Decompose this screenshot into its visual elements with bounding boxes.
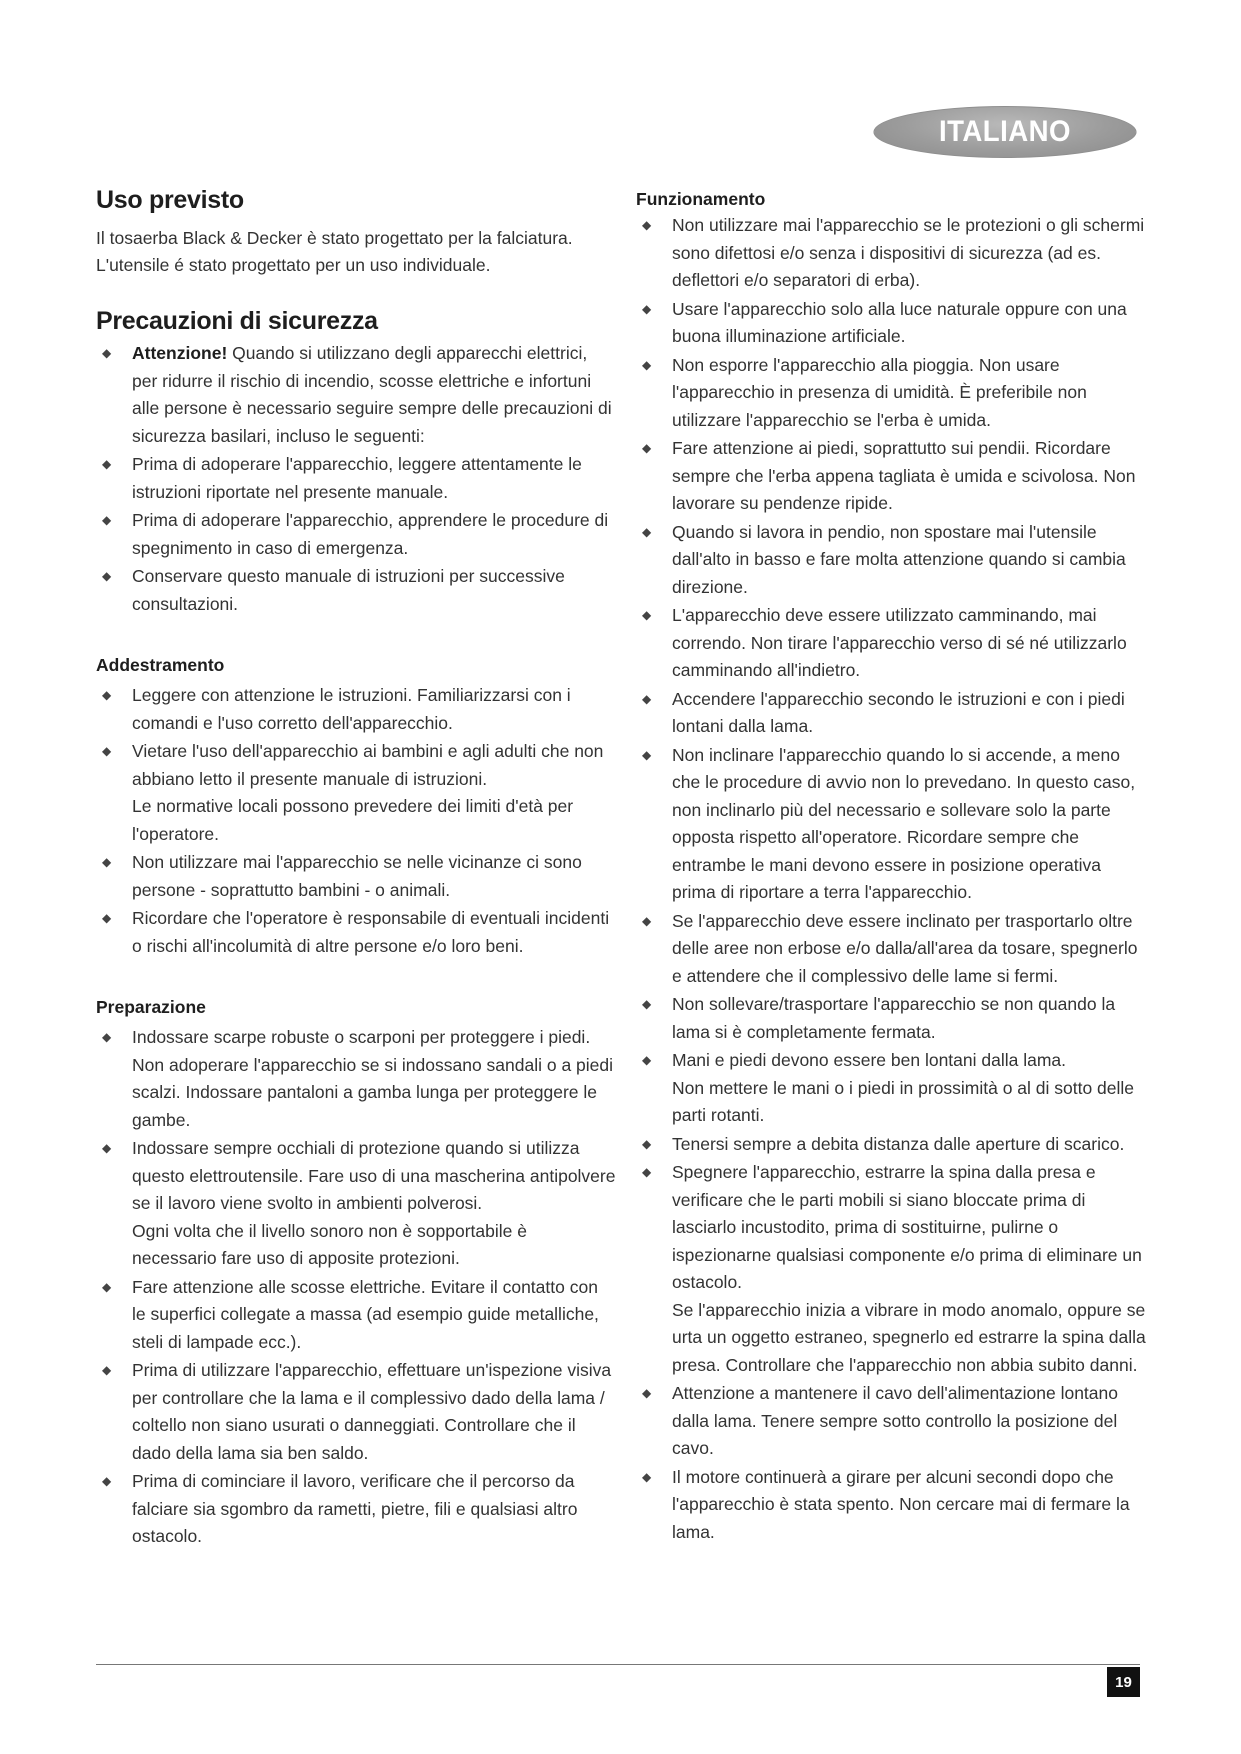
item-text: Se l'apparecchio deve essere inclinato per trasportarlo oltre delle aree non erbose e/o dalla/all'area da tosare, spegnerlo e attendere che il complessivo delle lame si fermi. (672, 910, 1138, 986)
list-item (96, 1135, 616, 1273)
preparation-heading: Preparazione (96, 997, 206, 1017)
list-item (636, 519, 1148, 602)
safety-list (96, 340, 616, 618)
list-item (636, 1159, 1148, 1379)
item-text: Conservare questo manuale di istruzioni per successive consultazioni. (132, 566, 565, 614)
item-text: Ricordare che l'operatore è responsabile di eventuali incidenti o rischi all'incolumità di altre persone e/o loro beni. (132, 908, 610, 956)
item-note: Le normative locali possono prevedere dei limiti d'età per l'operatore. (132, 796, 574, 844)
diamond-bullet-icon: ◆ (102, 346, 112, 360)
item-text: Non utilizzare mai l'apparecchio se nelle vicinanze ci sono persone - soprattutto bambini - o animali. (132, 852, 582, 900)
list-item (636, 1131, 1148, 1159)
diamond-bullet-icon: ◆ (642, 441, 652, 455)
diamond-bullet-icon: ◆ (102, 855, 112, 869)
item-text: Indossare scarpe robuste o scarponi per proteggere i piedi. Non adoperare l'apparecchio se si indossano sandali o a piedi scalzi. Indossare pantaloni a gamba lunga per proteggere le gambe. (132, 1027, 614, 1130)
item-text: Fare attenzione ai piedi, soprattutto sui pendii. Ricordare sempre che l'erba appena tagliata è umida e scivolosa. Non lavorare su pendenze ripide. (672, 438, 1136, 513)
item-text: Non esporre l'apparecchio alla pioggia. Non usare l'apparecchio in presenza di umidità. È preferibile non utilizzare l'apparecchio se l'erba è umida. (672, 354, 1087, 430)
list-item (96, 682, 616, 737)
list-item (636, 1380, 1148, 1463)
list-item (636, 686, 1148, 741)
diamond-bullet-icon: ◆ (642, 301, 652, 316)
list-item (96, 1357, 616, 1467)
list-item (636, 1464, 1148, 1547)
diamond-bullet-icon: ◆ (102, 1363, 112, 1377)
diamond-bullet-icon: ◆ (642, 608, 652, 622)
list-item (636, 602, 1148, 685)
list-item (96, 738, 616, 848)
diamond-bullet-icon: ◆ (642, 1053, 652, 1067)
diamond-bullet-icon: ◆ (642, 218, 652, 232)
list-item (636, 1047, 1148, 1130)
diamond-bullet-icon: ◆ (102, 1030, 112, 1044)
diamond-bullet-icon: ◆ (642, 747, 652, 762)
diamond-bullet-icon: ◆ (102, 1279, 112, 1294)
intended-use-text: Il tosaerba Black & Decker è stato progettato per la falciatura. L'utensile é stato progettato per un uso individuale. (96, 228, 573, 275)
diamond-bullet-icon: ◆ (642, 524, 652, 539)
footer-rule (96, 1664, 1140, 1665)
item-note: Se l'apparecchio inizia a vibrare in modo anomalo, oppure se urta un oggetto estraneo, spegnerlo ed estrarre la spina dalla presa. Controllare che l'apparecchio non abbia subito danni. (672, 1299, 1146, 1375)
item-text: Attenzione a mantenere il cavo dell'alimentazione lontano dalla lama. Tenere sempre sotto controllo la posizione del cavo. (672, 1383, 1118, 1458)
item-text: Prima di utilizzare l'apparecchio, effettuare un'ispezione visiva per controllare che la lama e il complessivo dado della lama / coltello non siano usurati o danneggiati. Controllare che il dado della lama sia ben saldo. (132, 1360, 612, 1463)
training-heading: Addestramento (96, 655, 225, 675)
item-note: Ogni volta che il livello sonoro non è sopportabile è necessario fare uso di apposite protezioni. (132, 1220, 527, 1268)
diamond-bullet-icon: ◆ (102, 1141, 112, 1155)
safety-heading: Precauzioni di sicurezza (96, 307, 378, 335)
item-text: Fare attenzione alle scosse elettriche. Evitare il contatto con le superfici collegate a massa (ad esempio guide metalliche, steli di lampade ecc.). (132, 1276, 599, 1352)
item-note: Non mettere le mani o i piedi in prossimità o al di sotto delle parti rotanti. (672, 1077, 1135, 1125)
preparation-list (96, 1024, 616, 1551)
item-text: Mani e piedi devono essere ben lontani dalla lama. (672, 1050, 1067, 1070)
item-text: Spegnere l'apparecchio, estrarre la spina dalla presa e verificare che le parti mobili si siano bloccate prima di lasciarlo incustodito, prima di sostituirne, pulirne o ispezionarne qualsiasi componente e/o prima di eliminare un ostacolo. (672, 1162, 1142, 1292)
diamond-bullet-icon: ◆ (642, 997, 652, 1011)
item-text: Non sollevare/trasportare l'apparecchio se non quando la lama si è completamente fermata. (672, 994, 1116, 1042)
diamond-bullet-icon: ◆ (642, 1469, 652, 1484)
diamond-bullet-icon: ◆ (642, 1136, 652, 1151)
item-text: Tenersi sempre a debita distanza dalle aperture di scarico. (672, 1133, 1125, 1154)
diamond-bullet-icon: ◆ (102, 1474, 112, 1488)
diamond-bullet-icon: ◆ (642, 357, 652, 372)
diamond-bullet-icon: ◆ (102, 911, 112, 925)
list-item (96, 1468, 616, 1551)
diamond-bullet-icon: ◆ (642, 1165, 652, 1179)
item-text: Quando si utilizzano degli apparecchi elettrici, per ridurre il rischio di incendio, scosse elettriche e infortuni alle persone è necessario seguire sempre delle precauzioni di sicurezza basilari, incluso le seguenti: (132, 343, 612, 446)
list-item (96, 905, 616, 960)
item-text: Quando si lavora in pendio, non spostare mai l'utensile dall'alto in basso e fare molta attenzione quando si cambia direzione. (672, 521, 1126, 597)
diamond-bullet-icon: ◆ (642, 1386, 652, 1400)
diamond-bullet-icon: ◆ (102, 744, 112, 758)
list-item (96, 507, 616, 562)
list-item (636, 296, 1148, 351)
list-item (636, 352, 1148, 435)
item-text: Vietare l'uso dell'apparecchio ai bambini e agli adulti che non abbiano letto il presente manuale di istruzioni. (132, 741, 604, 789)
operation-heading: Funzionamento (636, 189, 766, 209)
list-item (636, 435, 1148, 518)
list-item (96, 849, 616, 904)
right-column (636, 189, 1148, 1547)
list-item (636, 212, 1148, 295)
list-item (96, 340, 616, 450)
item-text: Prima di adoperare l'apparecchio, apprendere le procedure di spegnimento in caso di emergenza. (132, 510, 609, 558)
item-text: Prima di adoperare l'apparecchio, leggere attentamente le istruzioni riportate nel presente manuale. (132, 454, 582, 502)
list-item (636, 991, 1148, 1046)
diamond-bullet-icon: ◆ (642, 691, 652, 706)
training-list (96, 682, 616, 960)
item-text: Il motore continuerà a girare per alcuni secondi dopo che l'apparecchio è stata spento. Non cercare mai di fermare la lama. (672, 1466, 1130, 1542)
language-tab: ITALIANO (873, 106, 1136, 158)
diamond-bullet-icon: ◆ (102, 513, 112, 527)
item-text: Leggere con attenzione le istruzioni. Familiarizzarsi con i comandi e l'uso corretto dell'apparecchio. (132, 685, 571, 733)
warning-lead: Attenzione! (132, 343, 228, 363)
operation-list (636, 212, 1148, 1546)
item-text: Prima di cominciare il lavoro, verificare che il percorso da falciare sia sgombro da rametti, pietre, fili e qualsiasi altro ostacolo. (132, 1471, 578, 1546)
item-text: Accendere l'apparecchio secondo le istruzioni e con i piedi lontani dalla lama. (672, 688, 1125, 736)
left-column (96, 186, 616, 1552)
list-item (636, 742, 1148, 907)
item-text: Indossare sempre occhiali di protezione quando si utilizza questo elettroutensile. Fare uso di una mascherina antipolvere se il lavoro viene svolto in ambienti polverosi. (132, 1138, 616, 1213)
list-item (96, 563, 616, 618)
intended-use-heading: Uso previsto (96, 186, 244, 214)
diamond-bullet-icon: ◆ (102, 457, 112, 471)
item-text: L'apparecchio deve essere utilizzato camminando, mai correndo. Non tirare l'apparecchio verso di sé né utilizzarlo camminando all'indietro. (672, 605, 1127, 680)
item-text: Non utilizzare mai l'apparecchio se le protezioni o gli schermi sono difettosi e/o senza i dispositivi di sicurezza (ad es. deflettori e/o separatori di erba). (672, 215, 1145, 290)
list-item (636, 908, 1148, 991)
diamond-bullet-icon: ◆ (642, 913, 652, 928)
page-number: 19 (1107, 1667, 1140, 1697)
list-item (96, 1274, 616, 1357)
list-item (96, 1024, 616, 1134)
diamond-bullet-icon: ◆ (102, 688, 112, 702)
list-item (96, 451, 616, 506)
item-text: Usare l'apparecchio solo alla luce naturale oppure con una buona illuminazione artificiale. (672, 298, 1127, 346)
item-text: Non inclinare l'apparecchio quando lo si accende, a meno che le procedure di avvio non lo prevedano. In questo caso, non inclinarlo più del necessario e sollevare solo la parte opposta rispetto all'operatore. Ricordare sempre che entrambe le mani devono essere in posizione operativa prima di riportare a terra l'apparecchio. (672, 744, 1136, 902)
diamond-bullet-icon: ◆ (102, 569, 112, 583)
